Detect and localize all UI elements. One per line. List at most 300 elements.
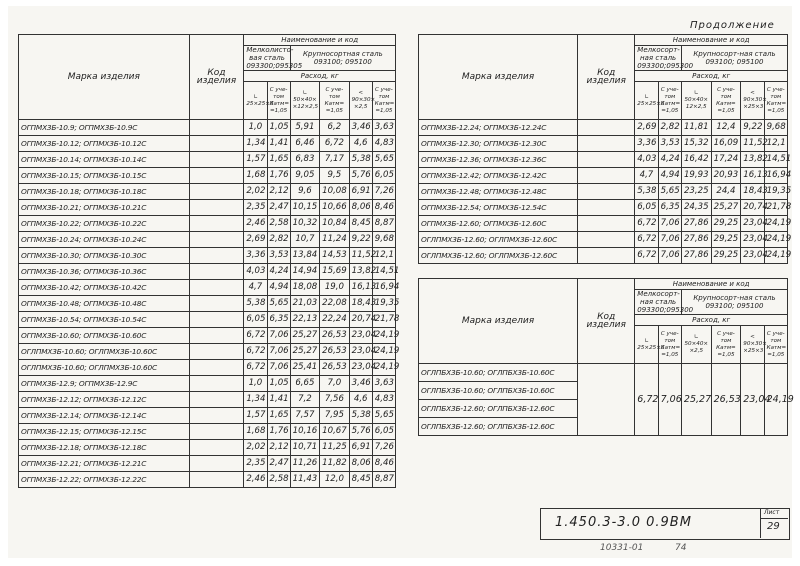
mark-cell: ОГПМХ3Б-10.22; ОГПМХ3Б-10.22С [19,216,190,232]
value-cell: 4,24 [267,264,290,280]
doc-code: 1.450.3-3.0 0.9ВМ [555,515,692,530]
col-label: ∟ 50×40× 12×2,5 [681,82,711,120]
col-label: С уче-том Катм= =1,05 [658,326,681,364]
value-cell: 6,05 [372,424,395,440]
value-cell: 26,53 [320,328,349,344]
value-cell: 8,06 [349,200,372,216]
value-cell: 2,47 [267,200,290,216]
value-cell: 6,05 [244,312,267,328]
code-cell [578,248,635,264]
value-cell: 25,27 [681,364,711,436]
value-cell: 14,94 [290,264,319,280]
value-cell: 6,05 [635,200,658,216]
table-row [19,120,396,136]
value-cell: 22,13 [290,312,319,328]
mark-cell: ОГЛПБХ3Б-12.60; ОГЛПБХ3Б-12.60С [419,400,578,418]
right2-code-header: Код изделия [578,279,635,364]
code-cell [578,168,635,184]
right-mark-header: Марка изделия [419,35,578,120]
bottom-code: 10331-01 [600,543,644,553]
value-cell: 8,45 [349,472,372,488]
mark-cell: ОГЛПМХ3Б-10.60; ОГЛПМХ3Б-10.60С [19,360,190,376]
value-cell: 21,78 [372,312,395,328]
col-label: С уче-том Катм= =1,05 [372,82,395,120]
value-cell: 29,25 [711,216,741,232]
value-cell: 26,53 [711,364,741,436]
value-cell: 1,65 [267,152,290,168]
code-cell [578,152,635,168]
value-cell: 4,94 [658,168,681,184]
code-cell [189,280,244,296]
value-cell: 6,35 [658,200,681,216]
value-cell: 23,04 [741,248,764,264]
value-cell: 9,22 [741,120,764,136]
table-row [19,408,396,424]
value-cell: 7,0 [320,376,349,392]
table-row [19,456,396,472]
value-cell: 1,65 [267,408,290,424]
sheet-label: Лист [764,509,780,516]
value-cell: 16,09 [711,136,741,152]
value-cell: 1,0 [244,376,267,392]
value-cell: 6,72 [635,216,658,232]
value-cell: 23,04 [741,364,764,436]
mark-header: Марка изделия [19,35,190,120]
value-cell: 12,4 [711,120,741,136]
col-label: С уче-том Катм= =1,05 [711,326,741,364]
table-row [19,248,396,264]
code-cell [189,344,244,360]
steel-large-header: Крупносортная сталь 093100; 095100 [290,46,395,71]
value-cell: 13,84 [290,248,319,264]
code-cell [578,364,635,436]
right2-steel-small-header: Мелкосорт-ная сталь 093300;095300 [635,290,682,315]
value-cell: 7,06 [267,328,290,344]
value-cell: 8,46 [372,456,395,472]
table-row [19,168,396,184]
continuation-title: Продолжение [690,20,775,31]
mark-cell: ОГПМХ3Б-12.14; ОГПМХ3Б-12.14С [19,408,190,424]
mark-cell: ОГПМХ3Б-10.48; ОГПМХ3Б-10.48С [19,296,190,312]
value-cell: 18,43 [741,184,764,200]
value-cell: 27,86 [681,248,711,264]
mark-cell: ОГПМХ3Б-12.42; ОГПМХ3Б-12.42С [419,168,578,184]
code-cell [189,184,244,200]
code-cell [189,296,244,312]
table-row [419,364,788,382]
code-cell [578,232,635,248]
mark-cell: ОГПМХ3Б-10.60; ОГПМХ3Б-10.60С [19,328,190,344]
code-cell [189,328,244,344]
col-label: ∟ 50×40× ×12×2,5 [290,82,319,120]
value-cell: 15,69 [320,264,349,280]
value-cell: 10,08 [320,184,349,200]
mark-cell: ОГПМХ3Б-12.30; ОГПМХ3Б-12.30С [419,136,578,152]
mark-cell: ОГПМХ3Б-12.15; ОГПМХ3Б-12.15С [19,424,190,440]
steel-small-header: Мелколисто-вая сталь 093300;095305 [244,46,290,71]
value-cell: 10,32 [290,216,319,232]
value-cell: 7,06 [267,344,290,360]
value-cell: 6,65 [290,376,319,392]
value-cell: 8,06 [349,456,372,472]
value-cell: 11,25 [320,440,349,456]
code-cell [578,136,635,152]
table-row [19,360,396,376]
value-cell: 2,12 [267,184,290,200]
code-cell [189,216,244,232]
mark-cell: ОГПМХ3Б-10.14; ОГПМХ3Б-10.14С [19,152,190,168]
value-cell: 16,94 [764,168,787,184]
value-cell: 5,65 [658,184,681,200]
value-cell: 11,26 [290,456,319,472]
value-cell: 1,76 [267,168,290,184]
table-row [19,152,396,168]
value-cell: 9,22 [349,232,372,248]
value-cell: 2,58 [267,472,290,488]
col-label: < 90×30× ×2,5 [349,82,372,120]
value-cell: 2,47 [267,456,290,472]
mark-cell: ОГПМХ3Б-12.22; ОГПМХ3Б-12.22С [19,472,190,488]
code-cell [578,200,635,216]
value-cell: 20,93 [711,168,741,184]
mark-cell: ОГПМХ3Б-10.42; ОГПМХ3Б-10.42С [19,280,190,296]
value-cell: 19,35 [372,296,395,312]
value-cell: 29,25 [711,232,741,248]
value-cell: 11,81 [681,120,711,136]
value-cell: 6,2 [320,120,349,136]
table-row [19,296,396,312]
mark-cell: ОГПМХ3Б-12.48; ОГПМХ3Б-12.48С [419,184,578,200]
value-cell: 4,83 [372,136,395,152]
value-cell: 24,19 [764,232,787,248]
value-cell: 1,34 [244,392,267,408]
value-cell: 5,38 [349,152,372,168]
table-row [19,424,396,440]
value-cell: 9,05 [290,168,319,184]
code-cell [189,424,244,440]
consumption-header: Расход, кг [244,71,396,82]
value-cell: 5,38 [635,184,658,200]
table-row [19,312,396,328]
col-label: ∟ 25×25×3 [635,82,658,120]
value-cell: 7,17 [320,152,349,168]
mark-cell: ОГПМХ3Б-12.21; ОГПМХ3Б-12.21С [19,456,190,472]
value-cell: 16,42 [681,152,711,168]
mark-cell: ОГПМХ3Б-12.9; ОГПМХ3Б-12.9С [19,376,190,392]
col-label: ∟ 25×25×3 [244,82,267,120]
value-cell: 4,7 [244,280,267,296]
table-row [419,232,788,248]
value-cell: 1,57 [244,408,267,424]
right-code-header: Код изделия [578,35,635,120]
table-row [419,120,788,136]
value-cell: 7,56 [320,392,349,408]
value-cell: 4,24 [658,152,681,168]
value-cell: 10,66 [320,200,349,216]
mark-cell: ОГПМХ3Б-10.15; ОГПМХ3Б-10.15С [19,168,190,184]
col-label: С уче-том Катм= =1,05 [711,82,741,120]
name-code-header: Наименование и код [244,35,396,46]
mark-cell: ОГЛПМХ3Б-12.60; ОГЛПМХ3Б-12.60С [419,232,578,248]
value-cell: 1,68 [244,168,267,184]
code-cell [189,408,244,424]
value-cell: 5,65 [372,152,395,168]
value-cell: 8,87 [372,472,395,488]
value-cell: 22,08 [320,296,349,312]
value-cell: 7,26 [372,184,395,200]
mark-cell: ОГПМХ3Б-10.36; ОГПМХ3Б-10.36С [19,264,190,280]
table-row [419,184,788,200]
table-row [419,168,788,184]
value-cell: 6,83 [290,152,319,168]
bottom-number: 74 [675,543,687,553]
col-label: С уче-том Катм= =1,05 [658,82,681,120]
value-cell: 1,34 [244,136,267,152]
value-cell: 6,72 [635,232,658,248]
value-cell: 13,82 [349,264,372,280]
value-cell: 12,0 [320,472,349,488]
value-cell: 12,1 [372,248,395,264]
code-cell [189,152,244,168]
table-row [19,392,396,408]
value-cell: 24,35 [681,200,711,216]
value-cell: 14,51 [372,264,395,280]
mark-cell: ОГЛПБХ3Б-12.60; ОГЛПБХ3Б-12.60С [419,418,578,436]
value-cell: 16,13 [349,280,372,296]
code-cell [189,136,244,152]
value-cell: 4,6 [349,136,372,152]
value-cell: 3,46 [349,120,372,136]
value-cell: 18,43 [349,296,372,312]
value-cell: 23,25 [681,184,711,200]
value-cell: 10,84 [320,216,349,232]
value-cell: 14,51 [764,152,787,168]
value-cell: 5,91 [290,120,319,136]
value-cell: 24,19 [764,216,787,232]
sheet-number: 29 [767,521,780,532]
value-cell: 25,27 [290,328,319,344]
value-cell: 1,05 [267,120,290,136]
value-cell: 2,82 [658,120,681,136]
value-cell: 22,24 [320,312,349,328]
mark-cell: ОГПМХ3Б-10.30; ОГПМХ3Б-10.30С [19,248,190,264]
value-cell: 3,36 [244,248,267,264]
table-row [19,440,396,456]
value-cell: 4,83 [372,392,395,408]
table-row [19,232,396,248]
value-cell: 24,4 [711,184,741,200]
mark-cell: ОГПМХ3Б-12.36; ОГПМХ3Б-12.36С [419,152,578,168]
value-cell: 6,72 [244,328,267,344]
value-cell: 17,24 [711,152,741,168]
value-cell: 1,41 [267,392,290,408]
value-cell: 24,19 [372,328,395,344]
value-cell: 11,82 [320,456,349,472]
table-row [19,280,396,296]
right-consumption-header: Расход, кг [635,71,788,82]
value-cell: 10,7 [290,232,319,248]
col-label: С уче-том Катм= =1,05 [320,82,349,120]
table-row [19,200,396,216]
mark-cell: ОГЛПБХ3Б-10.60; ОГЛПБХ3Б-10.60С [419,382,578,400]
value-cell: 25,27 [290,344,319,360]
value-cell: 7,06 [658,248,681,264]
code-cell [189,376,244,392]
value-cell: 18,08 [290,280,319,296]
right-name-code-header: Наименование и код [635,35,788,46]
value-cell: 1,76 [267,424,290,440]
value-cell: 16,13 [741,168,764,184]
value-cell: 15,32 [681,136,711,152]
table-row [19,264,396,280]
value-cell: 26,53 [320,360,349,376]
code-header: Код изделия [189,35,244,120]
value-cell: 16,94 [372,280,395,296]
value-cell: 10,67 [320,424,349,440]
right2-consumption-header: Расход, кг [635,315,788,326]
table-row [419,248,788,264]
value-cell: 20,74 [349,312,372,328]
value-cell: 23,04 [349,344,372,360]
value-cell: 2,58 [267,216,290,232]
value-cell: 27,86 [681,232,711,248]
mark-cell: ОГЛПБХ3Б-10.60; ОГЛПБХ3Б-10.60С [419,364,578,382]
value-cell: 27,86 [681,216,711,232]
value-cell: 8,46 [372,200,395,216]
value-cell: 4,7 [635,168,658,184]
value-cell: 24,19 [372,344,395,360]
col-label: С уче-том Катм= =1,05 [267,82,290,120]
mark-cell: ОГПМХ3Б-12.24; ОГПМХ3Б-12.24С [419,120,578,136]
right-table [418,34,792,264]
value-cell: 23,04 [741,232,764,248]
value-cell: 24,19 [764,364,787,436]
code-cell [189,168,244,184]
value-cell: 1,0 [244,120,267,136]
right-steel-small-header: Мелкосорт-ная сталь 093300;095300 [635,46,682,71]
value-cell: 2,46 [244,216,267,232]
value-cell: 13,82 [741,152,764,168]
value-cell: 21,78 [764,200,787,216]
right2-steel-large-header: Крупносорт-ная сталь 093100; 095100 [681,290,787,315]
mark-cell: ОГПМХ3Б-10.12; ОГПМХ3Б-10.12С [19,136,190,152]
value-cell: 5,38 [349,408,372,424]
value-cell: 7,06 [658,364,681,436]
value-cell: 10,71 [290,440,319,456]
value-cell: 24,19 [372,360,395,376]
col-label: ∟ 50×40× ×2,5 [681,326,711,364]
value-cell: 6,05 [372,168,395,184]
code-cell [578,120,635,136]
mark-cell: ОГПМХ3Б-12.60; ОГПМХ3Б-12.60С [419,216,578,232]
table-row [419,216,788,232]
code-cell [189,200,244,216]
mark-cell: ОГПМХ3Б-12.18; ОГПМХ3Б-12.18С [19,440,190,456]
value-cell: 1,05 [267,376,290,392]
value-cell: 19,93 [681,168,711,184]
value-cell: 21,03 [290,296,319,312]
value-cell: 9,5 [320,168,349,184]
value-cell: 14,53 [320,248,349,264]
value-cell: 5,76 [349,424,372,440]
code-cell [189,472,244,488]
value-cell: 4,94 [267,280,290,296]
table-row [19,328,396,344]
value-cell: 6,91 [349,440,372,456]
table-row [19,136,396,152]
col-label: С уче-том Катм= =1,05 [764,82,787,120]
value-cell: 2,69 [244,232,267,248]
value-cell: 9,68 [764,120,787,136]
value-cell: 24,19 [764,248,787,264]
value-cell: 2,69 [635,120,658,136]
value-cell: 3,63 [372,120,395,136]
value-cell: 3,63 [372,376,395,392]
col-label: С уче-том Катм= =1,05 [764,326,787,364]
value-cell: 7,26 [372,440,395,456]
value-cell: 7,57 [290,408,319,424]
table-row [19,376,396,392]
code-cell [578,184,635,200]
value-cell: 26,53 [320,344,349,360]
code-cell [189,312,244,328]
value-cell: 7,2 [290,392,319,408]
mark-cell: ОГПМХ3Б-12.54; ОГПМХ3Б-12.54С [419,200,578,216]
value-cell: 11,52 [349,248,372,264]
value-cell: 29,25 [711,248,741,264]
code-cell [189,264,244,280]
mark-cell: ОГПМХ3Б-10.54; ОГПМХ3Б-10.54С [19,312,190,328]
table-row [19,472,396,488]
code-cell [189,120,244,136]
value-cell: 5,65 [267,296,290,312]
right-table-2 [418,278,794,436]
table-row [419,152,788,168]
value-cell: 7,06 [658,232,681,248]
value-cell: 2,46 [244,472,267,488]
value-cell: 11,24 [320,232,349,248]
value-cell: 5,38 [244,296,267,312]
value-cell: 25,41 [290,360,319,376]
mark-cell: ОГПМХ3Б-12.12; ОГПМХ3Б-12.12С [19,392,190,408]
col-label: ∟ 25×25×3 [635,326,658,364]
value-cell: 23,04 [349,360,372,376]
code-cell [189,440,244,456]
value-cell: 10,15 [290,200,319,216]
value-cell: 9,6 [290,184,319,200]
value-cell: 12,1 [764,136,787,152]
table-row [19,216,396,232]
value-cell: 25,27 [711,200,741,216]
value-cell: 23,04 [349,328,372,344]
value-cell: 2,82 [267,232,290,248]
value-cell: 1,57 [244,152,267,168]
value-cell: 1,41 [267,136,290,152]
value-cell: 2,12 [267,440,290,456]
value-cell: 10,16 [290,424,319,440]
code-cell [189,232,244,248]
value-cell: 6,72 [244,344,267,360]
value-cell: 23,04 [741,216,764,232]
value-cell: 7,06 [267,360,290,376]
value-cell: 2,02 [244,440,267,456]
value-cell: 6,46 [290,136,319,152]
value-cell: 5,76 [349,168,372,184]
value-cell: 9,68 [372,232,395,248]
table-row [19,344,396,360]
value-cell: 4,03 [635,152,658,168]
value-cell: 2,35 [244,456,267,472]
